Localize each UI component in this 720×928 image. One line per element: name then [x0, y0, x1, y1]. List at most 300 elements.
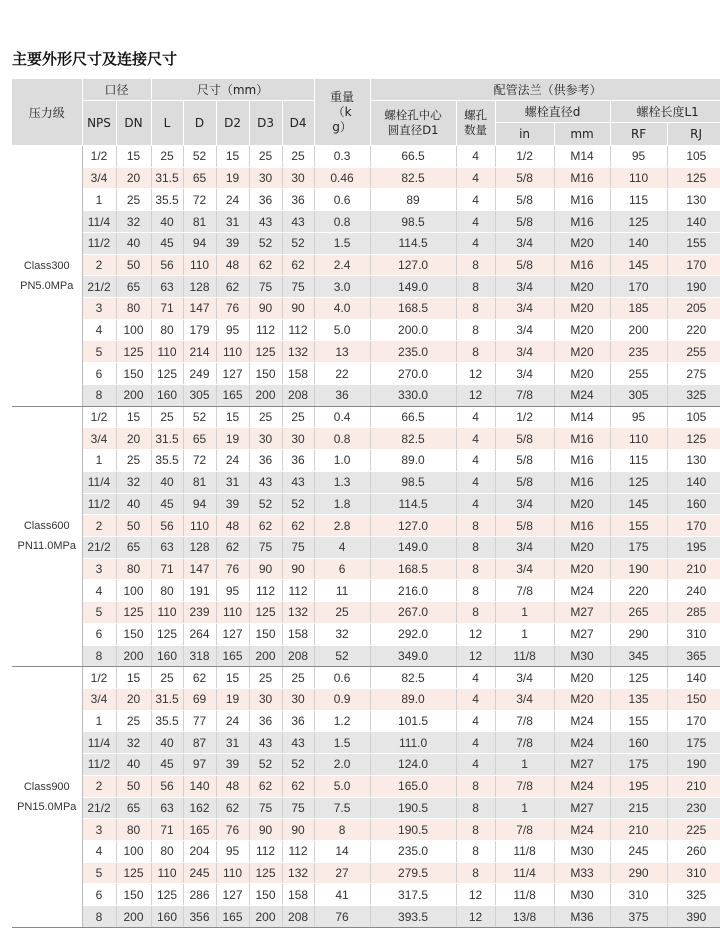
table-row	[12, 319, 720, 341]
table-cell: 1	[495, 754, 554, 776]
table-row	[12, 189, 720, 211]
table-cell: 89.0	[370, 450, 456, 472]
table-cell: 43	[249, 211, 282, 233]
table-cell: 114.5	[370, 493, 456, 515]
table-cell: 35.5	[151, 450, 183, 472]
table-row	[12, 471, 720, 493]
table-cell: 69	[183, 688, 216, 710]
table-cell: 4	[82, 580, 116, 602]
table-cell: 130	[667, 189, 720, 211]
table-cell: 1/2	[495, 406, 554, 428]
table-cell: 214	[183, 341, 216, 363]
table-cell: 200	[116, 384, 151, 406]
table-cell: 31	[216, 211, 249, 233]
table-cell: 3	[82, 819, 116, 841]
table-cell: 95	[610, 406, 667, 428]
table-cell: 1	[82, 450, 116, 472]
table-cell: 27	[314, 862, 370, 884]
table-cell: 191	[183, 580, 216, 602]
table-cell: 160	[151, 645, 183, 667]
table-row	[12, 384, 720, 406]
table-cell: 62	[216, 797, 249, 819]
table-row	[12, 450, 720, 472]
table-cell: 30	[282, 688, 314, 710]
table-cell: 25	[151, 667, 183, 689]
table-cell: 150	[667, 688, 720, 710]
table-cell: 240	[667, 580, 720, 602]
table-row	[12, 580, 720, 602]
table-cell: 125	[116, 862, 151, 884]
table-cell: 3/4	[495, 536, 554, 558]
table-cell: 160	[667, 493, 720, 515]
table-row	[12, 645, 720, 667]
table-cell: 52	[249, 493, 282, 515]
table-cell: 25	[314, 602, 370, 624]
table-cell: 4	[456, 688, 495, 710]
header-bolt-diameter: 螺栓直径d	[495, 101, 610, 123]
table-cell: 356	[183, 906, 216, 928]
table-cell: 130	[667, 450, 720, 472]
table-cell: 30	[249, 428, 282, 450]
table-cell: 32	[116, 211, 151, 233]
table-cell: 81	[183, 471, 216, 493]
table-cell: 63	[151, 536, 183, 558]
table-cell: 112	[249, 319, 282, 341]
header-L: L	[151, 101, 183, 146]
table-cell: 4	[456, 167, 495, 189]
table-cell: 8	[456, 819, 495, 841]
table-cell: 36	[249, 450, 282, 472]
table-cell: 80	[116, 298, 151, 320]
table-cell: 24	[216, 710, 249, 732]
table-cell: 82.5	[370, 167, 456, 189]
table-cell: M16	[554, 471, 610, 493]
table-cell: M27	[554, 602, 610, 624]
table-cell: 75	[282, 536, 314, 558]
table-cell: 40	[151, 471, 183, 493]
header-D2: D2	[216, 101, 249, 146]
table-cell: 90	[249, 298, 282, 320]
pressure-class-label: Class600	[23, 520, 70, 533]
table-cell: M24	[554, 732, 610, 754]
table-cell: 220	[610, 580, 667, 602]
table-cell: 7/8	[495, 819, 554, 841]
table-cell: 72	[183, 189, 216, 211]
table-cell: 6	[82, 623, 116, 645]
table-cell: 32	[314, 623, 370, 645]
table-cell: 132	[282, 602, 314, 624]
table-cell: M20	[554, 276, 610, 298]
table-cell: 110	[183, 254, 216, 276]
table-cell: 125	[610, 667, 667, 689]
table-cell: 8	[82, 384, 116, 406]
table-cell: 235	[610, 341, 667, 363]
table-cell: 94	[183, 493, 216, 515]
table-cell: 15	[116, 146, 151, 168]
table-cell: 80	[116, 819, 151, 841]
table-cell: 0.9	[314, 688, 370, 710]
table-row	[12, 667, 720, 689]
table-cell: 2	[82, 515, 116, 537]
table-cell: 165	[216, 906, 249, 928]
table-cell: 13	[314, 341, 370, 363]
table-cell: M20	[554, 493, 610, 515]
table-cell: 30	[282, 428, 314, 450]
table-cell: 4	[456, 189, 495, 211]
table-cell: 31.5	[151, 428, 183, 450]
table-cell: 225	[667, 819, 720, 841]
table-cell: 140	[610, 232, 667, 254]
table-cell: 45	[151, 754, 183, 776]
table-cell: 375	[610, 906, 667, 928]
table-cell: 204	[183, 841, 216, 863]
table-cell: 8	[82, 906, 116, 928]
table-cell: 39	[216, 493, 249, 515]
header-D: D	[183, 101, 216, 146]
table-cell: 125	[116, 341, 151, 363]
table-cell: 3/4	[495, 688, 554, 710]
table-cell: 25	[116, 189, 151, 211]
spec-table-body	[12, 146, 720, 928]
table-cell: 235.0	[370, 341, 456, 363]
table-cell: 14	[314, 841, 370, 863]
table-cell: 245	[183, 862, 216, 884]
table-row	[12, 232, 720, 254]
table-cell: 77	[183, 710, 216, 732]
table-cell: 36	[249, 710, 282, 732]
table-cell: 40	[116, 493, 151, 515]
table-cell: 127.0	[370, 254, 456, 276]
table-cell: 267.0	[370, 602, 456, 624]
table-cell: 145	[610, 493, 667, 515]
table-cell: 100	[116, 580, 151, 602]
table-cell: 31	[216, 471, 249, 493]
table-cell: 62	[216, 276, 249, 298]
table-cell: 4	[456, 493, 495, 515]
table-row	[12, 558, 720, 580]
table-cell: 1/2	[82, 406, 116, 428]
table-cell: 349.0	[370, 645, 456, 667]
table-cell: 95	[610, 146, 667, 168]
table-cell: 11/4	[82, 471, 116, 493]
table-cell: 165.0	[370, 775, 456, 797]
table-cell: 56	[151, 515, 183, 537]
table-cell: 25	[116, 710, 151, 732]
table-cell: 310	[667, 623, 720, 645]
table-cell: 5/8	[495, 167, 554, 189]
table-cell: M16	[554, 450, 610, 472]
table-cell: 3/4	[82, 428, 116, 450]
table-cell: 115	[610, 189, 667, 211]
table-cell: 8	[456, 797, 495, 819]
table-cell: 2.4	[314, 254, 370, 276]
table-cell: 12	[456, 645, 495, 667]
table-cell: 52	[249, 232, 282, 254]
table-cell: 110	[216, 341, 249, 363]
table-cell: 71	[151, 558, 183, 580]
table-cell: 40	[151, 732, 183, 754]
table-cell: 65	[116, 276, 151, 298]
table-cell: 90	[282, 298, 314, 320]
table-row	[12, 363, 720, 385]
table-cell: 215	[610, 797, 667, 819]
table-cell: 195	[667, 536, 720, 558]
table-cell: 310	[610, 884, 667, 906]
table-cell: 8	[456, 841, 495, 863]
table-cell: 94	[183, 232, 216, 254]
table-cell: 290	[610, 862, 667, 884]
table-cell: 90	[249, 558, 282, 580]
table-cell: 190	[610, 558, 667, 580]
table-cell: M27	[554, 623, 610, 645]
table-cell: 11/2	[82, 754, 116, 776]
table-cell: 230	[667, 797, 720, 819]
table-cell: 11/8	[495, 884, 554, 906]
table-cell: 210	[610, 819, 667, 841]
table-cell: 5.0	[314, 775, 370, 797]
header-in: in	[495, 123, 554, 146]
table-cell: 22	[314, 363, 370, 385]
table-cell: 249	[183, 363, 216, 385]
table-cell: 125	[667, 428, 720, 450]
table-cell: M20	[554, 232, 610, 254]
table-cell: 63	[151, 797, 183, 819]
table-cell: 245	[610, 841, 667, 863]
table-cell: 165	[183, 819, 216, 841]
table-cell: 150	[249, 623, 282, 645]
table-cell: 75	[282, 797, 314, 819]
table-cell: 105	[667, 146, 720, 168]
header-mm: mm	[554, 123, 610, 146]
table-cell: 65	[183, 167, 216, 189]
table-cell: 165	[216, 384, 249, 406]
table-cell: 317.5	[370, 884, 456, 906]
table-cell: 80	[151, 841, 183, 863]
table-cell: 90	[249, 819, 282, 841]
table-row	[12, 167, 720, 189]
table-cell: 200	[249, 645, 282, 667]
table-cell: 1	[82, 189, 116, 211]
table-cell: 200	[610, 319, 667, 341]
table-cell: 50	[116, 775, 151, 797]
table-cell: 62	[249, 515, 282, 537]
table-cell: 279.5	[370, 862, 456, 884]
table-cell: 160	[151, 906, 183, 928]
table-cell: 3/4	[495, 363, 554, 385]
table-cell: 110	[151, 602, 183, 624]
table-cell: 35.5	[151, 189, 183, 211]
table-cell: 185	[610, 298, 667, 320]
table-cell: 200	[249, 906, 282, 928]
table-cell: 12	[456, 623, 495, 645]
table-cell: 76	[314, 906, 370, 928]
table-cell: 305	[183, 384, 216, 406]
table-cell: 24	[216, 189, 249, 211]
table-cell: 210	[667, 558, 720, 580]
table-cell: 62	[282, 775, 314, 797]
table-cell: 175	[667, 732, 720, 754]
table-cell: 11/8	[495, 841, 554, 863]
pressure-nominal-label: PN11.0MPa	[17, 540, 76, 553]
table-cell: 15	[216, 146, 249, 168]
pressure-class-label: Class300	[23, 259, 70, 272]
table-cell: 275	[667, 363, 720, 385]
table-row	[12, 819, 720, 841]
table-cell: 65	[183, 428, 216, 450]
table-cell: 170	[610, 276, 667, 298]
table-row	[12, 428, 720, 450]
page-title: 主要外形尺寸及连接尺寸	[12, 50, 178, 68]
table-cell: M16	[554, 428, 610, 450]
table-cell: M16	[554, 515, 610, 537]
table-cell: 190	[667, 754, 720, 776]
table-cell: 112	[249, 580, 282, 602]
table-cell: 125	[151, 623, 183, 645]
table-row	[12, 341, 720, 363]
table-cell: 8	[456, 254, 495, 276]
table-cell: 4	[456, 450, 495, 472]
table-cell: 36	[314, 384, 370, 406]
table-cell: 75	[249, 276, 282, 298]
table-cell: 52	[282, 754, 314, 776]
header-weight: 重量（kg）	[314, 79, 370, 146]
table-cell: 11/8	[495, 645, 554, 667]
table-cell: 7/8	[495, 732, 554, 754]
table-row	[12, 536, 720, 558]
table-cell: 21/2	[82, 536, 116, 558]
table-cell: 128	[183, 536, 216, 558]
table-cell: 98.5	[370, 211, 456, 233]
table-row	[12, 406, 720, 428]
header-bore: 口径	[82, 79, 151, 101]
table-cell: 115	[610, 450, 667, 472]
table-cell: 1.5	[314, 232, 370, 254]
table-cell: 205	[667, 298, 720, 320]
table-cell: 0.8	[314, 428, 370, 450]
table-cell: 40	[116, 754, 151, 776]
table-cell: 105	[667, 406, 720, 428]
table-cell: 5	[82, 862, 116, 884]
table-cell: 255	[610, 363, 667, 385]
table-cell: 75	[249, 797, 282, 819]
table-cell: 62	[249, 254, 282, 276]
pressure-class-cell	[12, 146, 82, 407]
table-cell: 76	[216, 558, 249, 580]
table-cell: 305	[610, 384, 667, 406]
table-cell: 162	[183, 797, 216, 819]
table-cell: 19	[216, 688, 249, 710]
table-cell: M24	[554, 775, 610, 797]
table-cell: 30	[249, 167, 282, 189]
table-cell: M20	[554, 536, 610, 558]
table-cell: 62	[282, 515, 314, 537]
table-cell: 15	[116, 667, 151, 689]
table-cell: 0.6	[314, 667, 370, 689]
table-cell: 0.46	[314, 167, 370, 189]
table-cell: 71	[151, 819, 183, 841]
table-cell: M16	[554, 211, 610, 233]
table-row	[12, 254, 720, 276]
table-cell: 36	[282, 189, 314, 211]
table-row	[12, 515, 720, 537]
table-cell: M14	[554, 146, 610, 168]
table-cell: 56	[151, 254, 183, 276]
table-cell: 39	[216, 754, 249, 776]
table-cell: 1.3	[314, 471, 370, 493]
table-cell: 2.0	[314, 754, 370, 776]
table-row	[12, 211, 720, 233]
table-cell: 52	[282, 232, 314, 254]
table-cell: 52	[183, 406, 216, 428]
table-cell: 111.0	[370, 732, 456, 754]
table-cell: M30	[554, 884, 610, 906]
table-cell: 1	[82, 710, 116, 732]
table-cell: 98.5	[370, 471, 456, 493]
table-cell: 80	[116, 558, 151, 580]
table-cell: 75	[249, 536, 282, 558]
table-cell: 292.0	[370, 623, 456, 645]
table-cell: 125	[610, 471, 667, 493]
table-cell: 8	[456, 558, 495, 580]
table-cell: 52	[183, 146, 216, 168]
table-cell: M20	[554, 688, 610, 710]
table-cell: 110	[610, 167, 667, 189]
table-cell: 114.5	[370, 232, 456, 254]
table-cell: 7/8	[495, 775, 554, 797]
table-cell: 112	[282, 841, 314, 863]
table-cell: 110	[216, 862, 249, 884]
table-row	[12, 862, 720, 884]
table-cell: 2.8	[314, 515, 370, 537]
table-row	[12, 688, 720, 710]
table-cell: 140	[667, 211, 720, 233]
table-cell: 155	[610, 515, 667, 537]
table-cell: 125	[151, 884, 183, 906]
table-cell: 140	[667, 471, 720, 493]
table-cell: 19	[216, 428, 249, 450]
table-cell: 5/8	[495, 189, 554, 211]
table-cell: 43	[282, 211, 314, 233]
table-cell: 112	[249, 841, 282, 863]
table-cell: 5/8	[495, 515, 554, 537]
table-cell: 265	[610, 602, 667, 624]
table-cell: 80	[151, 319, 183, 341]
table-cell: 8	[314, 819, 370, 841]
table-cell: 264	[183, 623, 216, 645]
table-cell: M33	[554, 862, 610, 884]
table-cell: 45	[151, 493, 183, 515]
table-cell: 66.5	[370, 406, 456, 428]
table-row	[12, 775, 720, 797]
table-row	[12, 754, 720, 776]
table-cell: 5.0	[314, 319, 370, 341]
table-cell: 72	[183, 450, 216, 472]
table-cell: 52	[314, 645, 370, 667]
header-flange: 配管法兰（供参考）	[370, 79, 720, 101]
table-cell: 158	[282, 363, 314, 385]
table-cell: 158	[282, 884, 314, 906]
table-cell: 76	[216, 298, 249, 320]
table-cell: 15	[116, 406, 151, 428]
table-cell: 208	[282, 384, 314, 406]
table-cell: 36	[282, 450, 314, 472]
table-cell: 43	[249, 732, 282, 754]
table-cell: M27	[554, 797, 610, 819]
table-cell: 220	[667, 319, 720, 341]
table-cell: 149.0	[370, 536, 456, 558]
header-D3: D3	[249, 101, 282, 146]
table-cell: 149.0	[370, 276, 456, 298]
